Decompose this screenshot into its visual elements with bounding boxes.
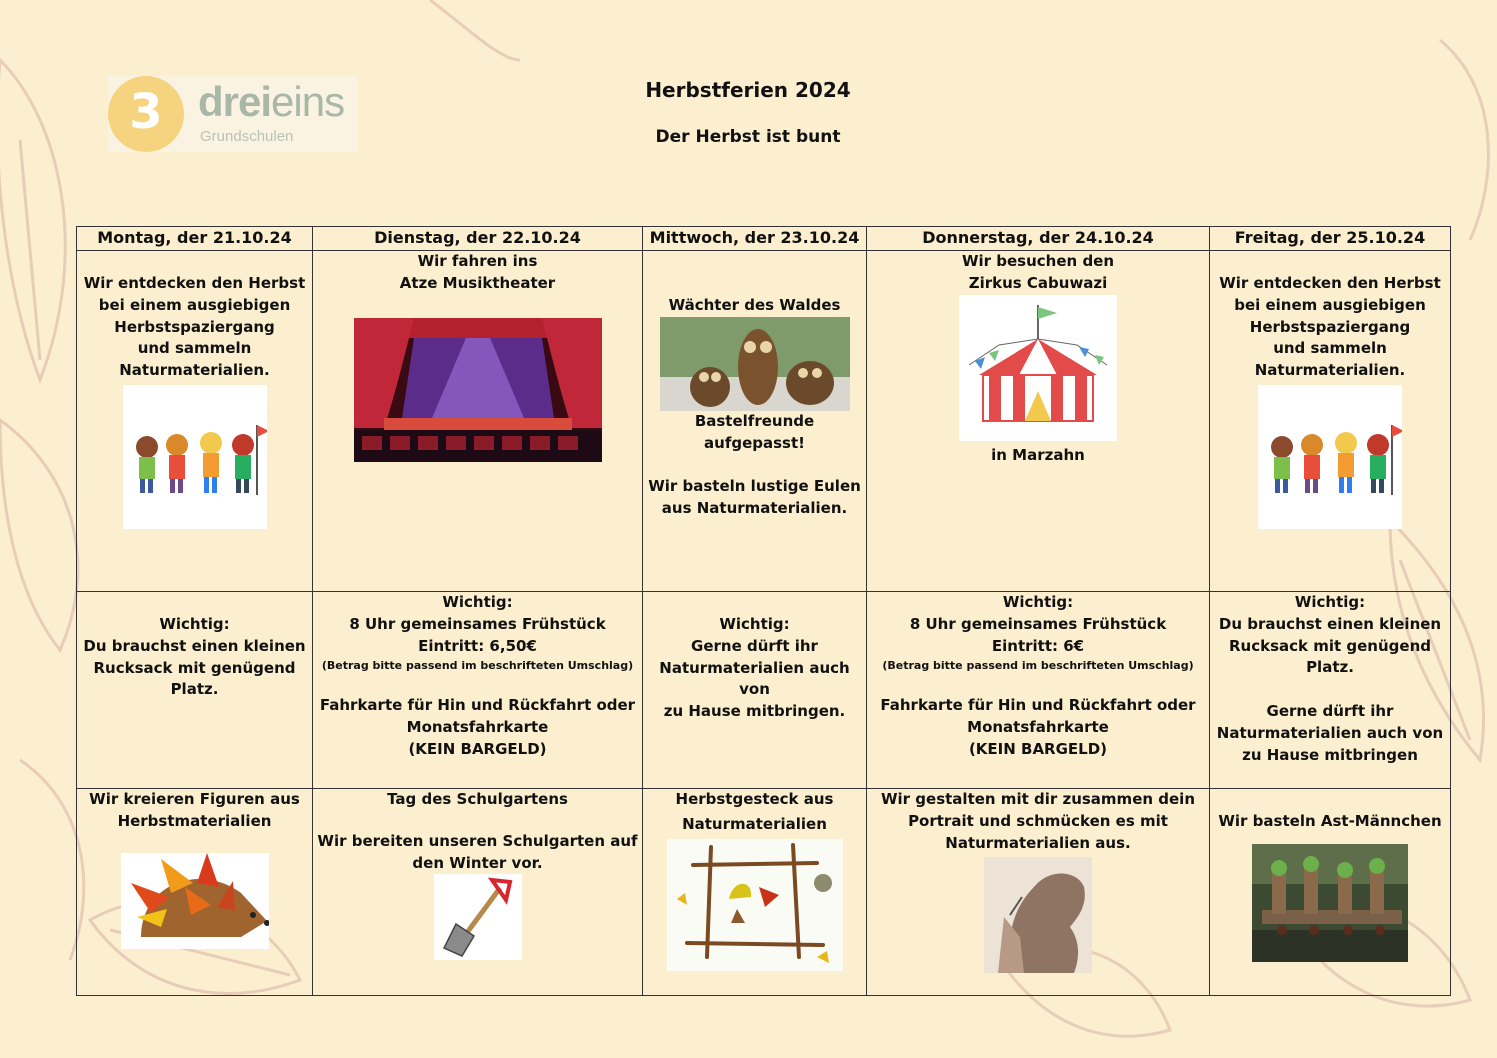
important-row bbox=[77, 592, 1451, 789]
friday-important bbox=[1210, 592, 1451, 789]
text-line: bei einem ausgiebigen bbox=[1234, 295, 1426, 314]
thursday-activity bbox=[867, 251, 1210, 592]
day-header-tuesday: Dienstag, der 22.10.24 bbox=[313, 227, 643, 251]
day-header-thursday: Donnerstag, der 24.10.24 bbox=[867, 227, 1210, 251]
monday-activity bbox=[77, 251, 313, 592]
text-line: Rucksack mit genügend bbox=[93, 658, 296, 677]
text-line: aus Naturmaterialien. bbox=[661, 499, 848, 518]
text-line: Naturmaterialien aus. bbox=[945, 833, 1131, 852]
day-header-wednesday: Mittwoch, der 23.10.24 bbox=[643, 227, 867, 251]
shovel-image bbox=[434, 874, 522, 960]
text-line: Herbstspaziergang bbox=[114, 317, 275, 336]
afternoon-row bbox=[77, 789, 1451, 996]
monday-afternoon bbox=[77, 789, 313, 996]
activity-row bbox=[77, 251, 1451, 592]
text-line: Herbstmaterialien bbox=[117, 811, 272, 830]
friday-activity bbox=[1210, 251, 1451, 592]
text-line: Wir basteln Ast-Männchen bbox=[1218, 812, 1442, 830]
wednesday-afternoon bbox=[643, 789, 867, 996]
school-logo bbox=[108, 76, 358, 152]
text-line: Naturmaterialien bbox=[682, 814, 827, 833]
text-line: Wir kreieren Figuren aus bbox=[89, 790, 300, 808]
text-line: Wir gestalten mit dir zusammen dein bbox=[880, 790, 1195, 808]
text-line: bei einem ausgiebigen bbox=[98, 295, 291, 314]
note-line: (Betrag bitte passend im beschrifteten Umschlag) bbox=[882, 659, 1194, 673]
text-line: Naturmaterialien auch von bbox=[1216, 723, 1444, 742]
day-header-friday: Freitag, der 25.10.24 bbox=[1210, 227, 1451, 251]
text-line: Wichtig: bbox=[1294, 593, 1366, 611]
spacer bbox=[871, 675, 1205, 695]
note-line: (Betrag bitte passend im beschrifteten Umschlag) bbox=[321, 659, 634, 673]
logo-wordmark: dreieins bbox=[198, 78, 345, 125]
logo-mark: 3 bbox=[108, 76, 184, 152]
text-line: Wir besuchen den bbox=[961, 252, 1115, 270]
text-line: Wichtig: bbox=[159, 615, 230, 633]
hiking-kids-image bbox=[1258, 385, 1402, 529]
page-title: Herbstferien 2024 bbox=[645, 78, 851, 102]
text-line: Naturmaterialien. bbox=[119, 361, 270, 380]
text-line: Wichtig: bbox=[442, 593, 513, 611]
text-line: Wir entdecken den Herbst bbox=[83, 274, 306, 292]
twig-frame-image bbox=[667, 839, 843, 971]
text-line: Naturmaterialien auch von bbox=[659, 658, 850, 699]
text-line: Wir fahren ins bbox=[417, 252, 538, 270]
text-line: Platz. bbox=[170, 680, 219, 699]
text-line: Gerne dürft ihr bbox=[691, 636, 818, 655]
leaf-hedgehog-image bbox=[121, 853, 269, 949]
twig-figures-image bbox=[1252, 844, 1408, 962]
text-line: Wir entdecken den Herbst bbox=[1219, 274, 1441, 292]
tuesday-important bbox=[313, 592, 643, 789]
spacer bbox=[317, 675, 638, 695]
text-line: Wir basteln lustige Eulen bbox=[648, 477, 861, 496]
week-schedule-table bbox=[76, 226, 1451, 996]
pinecone-owls-image bbox=[660, 317, 850, 411]
text-line: 8 Uhr gemeinsames Frühstück bbox=[349, 614, 606, 633]
text-line: Du brauchst einen kleinen bbox=[83, 636, 306, 655]
thursday-important bbox=[867, 592, 1210, 789]
wednesday-important bbox=[643, 592, 867, 789]
friday-afternoon bbox=[1210, 789, 1451, 996]
text-line: Wächter des Waldes bbox=[668, 296, 841, 314]
spacer bbox=[1214, 679, 1446, 701]
text-line: Herbstgesteck aus bbox=[675, 790, 834, 808]
text-line: Wichtig: bbox=[719, 615, 790, 633]
circus-tent-image bbox=[959, 295, 1117, 441]
text-line: Fahrkarte für Hin und Rückfahrt oder bbox=[319, 696, 636, 715]
tuesday-afternoon bbox=[313, 789, 643, 996]
text-line: Zirkus Cabuwazi bbox=[968, 273, 1108, 292]
text-line: Naturmaterialien. bbox=[1254, 361, 1406, 380]
text-line: Tag des Schulgartens bbox=[387, 790, 568, 808]
text-line: Gerne dürft ihr bbox=[1266, 702, 1394, 721]
theater-stage-image bbox=[354, 318, 602, 462]
text-line: Fahrkarte für Hin und Rückfahrt oder bbox=[880, 696, 1196, 715]
text-line: Monatsfahrkarte bbox=[967, 718, 1109, 737]
text-line: zu Hause mitbringen. bbox=[663, 702, 846, 721]
text-line: und sammeln bbox=[1273, 339, 1387, 358]
text-line: Eintritt: 6€ bbox=[991, 636, 1085, 655]
text-line: Wichtig: bbox=[1002, 593, 1074, 611]
text-line: (KEIN BARGELD) bbox=[408, 739, 547, 758]
text-line: und sammeln bbox=[137, 339, 252, 358]
text-line: Herbstspaziergang bbox=[1249, 317, 1411, 336]
shadow-portrait-image bbox=[984, 857, 1092, 973]
text-line: (KEIN BARGELD) bbox=[968, 739, 1108, 758]
spacer bbox=[317, 811, 638, 831]
day-header-monday: Montag, der 21.10.24 bbox=[77, 227, 313, 251]
text-line: Rucksack mit genügend bbox=[1229, 636, 1431, 655]
text-line: Bastelfreunde aufgepasst! bbox=[694, 411, 815, 452]
thursday-afternoon bbox=[867, 789, 1210, 996]
text-line: Wir bereiten unseren Schulgarten auf bbox=[317, 831, 638, 850]
monday-important bbox=[77, 592, 313, 789]
text-line: den Winter vor. bbox=[412, 853, 543, 872]
text-line: zu Hause mitbringen bbox=[1242, 745, 1418, 764]
text-line: Platz. bbox=[1306, 658, 1354, 677]
header-row bbox=[77, 227, 1451, 251]
text-line: Monatsfahrkarte bbox=[406, 718, 549, 737]
hiking-kids-image bbox=[123, 385, 267, 529]
text-line: Atze Musiktheater bbox=[399, 273, 556, 292]
text-line: 8 Uhr gemeinsames Frühstück bbox=[909, 614, 1167, 633]
text-line: Du brauchst einen kleinen bbox=[1218, 614, 1442, 633]
text-line: in Marzahn bbox=[991, 445, 1085, 464]
page-subtitle: Der Herbst ist bunt bbox=[655, 127, 841, 147]
wednesday-activity bbox=[643, 251, 867, 592]
logo-subtitle: Grundschulen bbox=[200, 128, 294, 145]
text-line: Portrait und schmücken es mit bbox=[908, 811, 1168, 830]
spacer bbox=[647, 454, 862, 476]
tuesday-activity bbox=[313, 251, 643, 592]
text-line: Eintritt: 6,50€ bbox=[418, 636, 537, 655]
